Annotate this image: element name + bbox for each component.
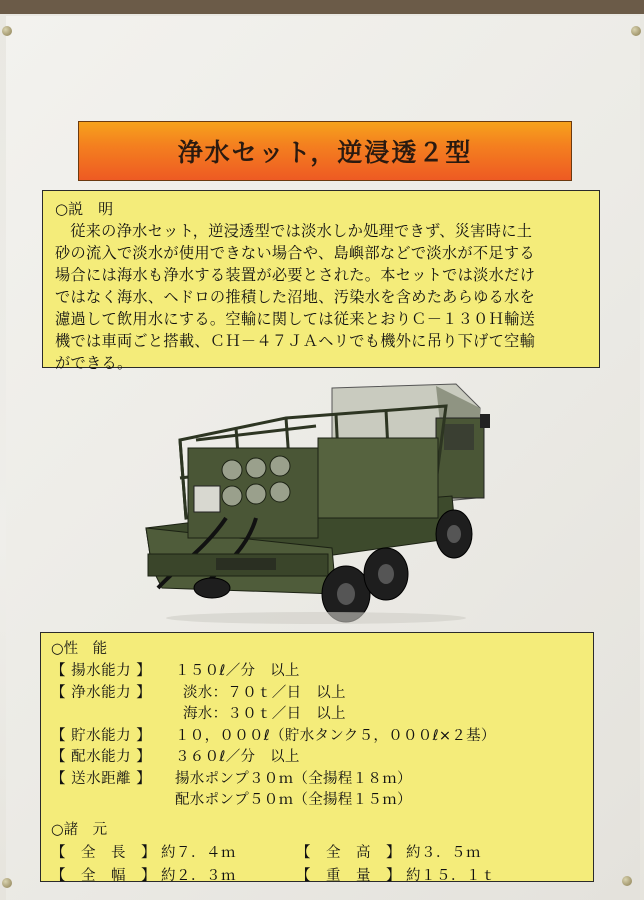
spec-label: 【 送水距離 】 <box>51 770 152 787</box>
spec-row <box>51 747 583 769</box>
description-heading: ○説 明 <box>55 200 114 218</box>
dimension-row <box>51 842 583 865</box>
pushpin-icon <box>2 26 12 36</box>
dimension-value: 約１５．１ｔ <box>406 867 496 884</box>
spec-label: 【 浄水能力 】 <box>51 684 152 701</box>
spec-label <box>51 704 175 726</box>
truck-photo <box>136 378 494 628</box>
description-line: 場合には海水も浄水する装置が必要とされた。本セットでは淡水だけ <box>55 266 536 284</box>
dimension-label: 【 全 高 】 <box>296 844 401 861</box>
spec-value: 海水：３０ｔ／日 以上 <box>183 706 346 722</box>
spec-label: 【 配水能力 】 <box>51 749 152 765</box>
spec-label <box>51 790 175 812</box>
spec-label: 【 揚水能力 】 <box>51 663 152 679</box>
description-text <box>55 220 587 374</box>
pushpin-icon <box>2 878 12 888</box>
description-panel <box>42 190 600 372</box>
spec-label: 【 貯水能力 】 <box>51 727 152 744</box>
dimension-value: 約２．３ｍ <box>161 867 236 884</box>
spec-row <box>51 683 583 705</box>
spec-value: 配水ポンプ５０ｍ（全揚程１５ｍ） <box>175 792 412 808</box>
spec-value: ３６０ℓ／分 以上 <box>175 749 300 765</box>
performance-heading: ○性 能 <box>51 641 108 657</box>
description-line: 砂の流入で淡水が使用できない場合や、島嶼部などで淡水が不足する <box>55 244 535 262</box>
spec-row <box>51 704 583 726</box>
dimensions-heading: ○諸 元 <box>51 821 108 838</box>
dimension-label: 【 重 量 】 <box>296 867 401 884</box>
spec-value: １５０ℓ／分 以上 <box>175 663 300 679</box>
description-line: ではなく海水、ヘドロの推積した沼地、汚染水を含めたあらゆる水を <box>55 288 536 306</box>
dimension-label: 【 全 長 】 <box>51 844 156 861</box>
dimension-row <box>51 865 583 888</box>
description-line: 従来の浄水セット，逆浸透型では淡水しか処理できず、災害時に土 <box>70 222 533 240</box>
spec-row <box>51 661 583 683</box>
poster-title: 浄水セット，逆浸透２型 <box>177 138 473 167</box>
spec-row <box>51 790 583 812</box>
description-line: 機では車両ごと搭載、ＣＨ－４７ＪＡヘリでも機外に吊り下げて空輸 <box>55 332 536 350</box>
specification-panel <box>40 632 594 882</box>
pushpin-icon <box>622 876 632 886</box>
dimension-value: 約３．５ｍ <box>406 844 481 861</box>
spec-value: １０，０００ℓ（貯水タンク５，０００ℓ×２基） <box>175 727 496 744</box>
description-line: ができる。 <box>55 354 133 372</box>
dimension-label: 【 全 幅 】 <box>51 867 156 884</box>
pushpin-icon <box>631 26 641 36</box>
poster-title-banner <box>78 121 572 181</box>
spec-value: 揚水ポンプ３０ｍ（全揚程１８ｍ） <box>175 770 412 787</box>
spec-row <box>51 769 583 791</box>
spec-value: 淡水：７０ｔ／日 以上 <box>183 684 346 701</box>
description-line: 濾過して飲用水にする。空輸に関しては従来とおりＣ－１３０Ｈ輸送 <box>55 310 536 328</box>
dimension-value: 約７．４ｍ <box>161 844 236 861</box>
spec-row <box>51 726 583 748</box>
